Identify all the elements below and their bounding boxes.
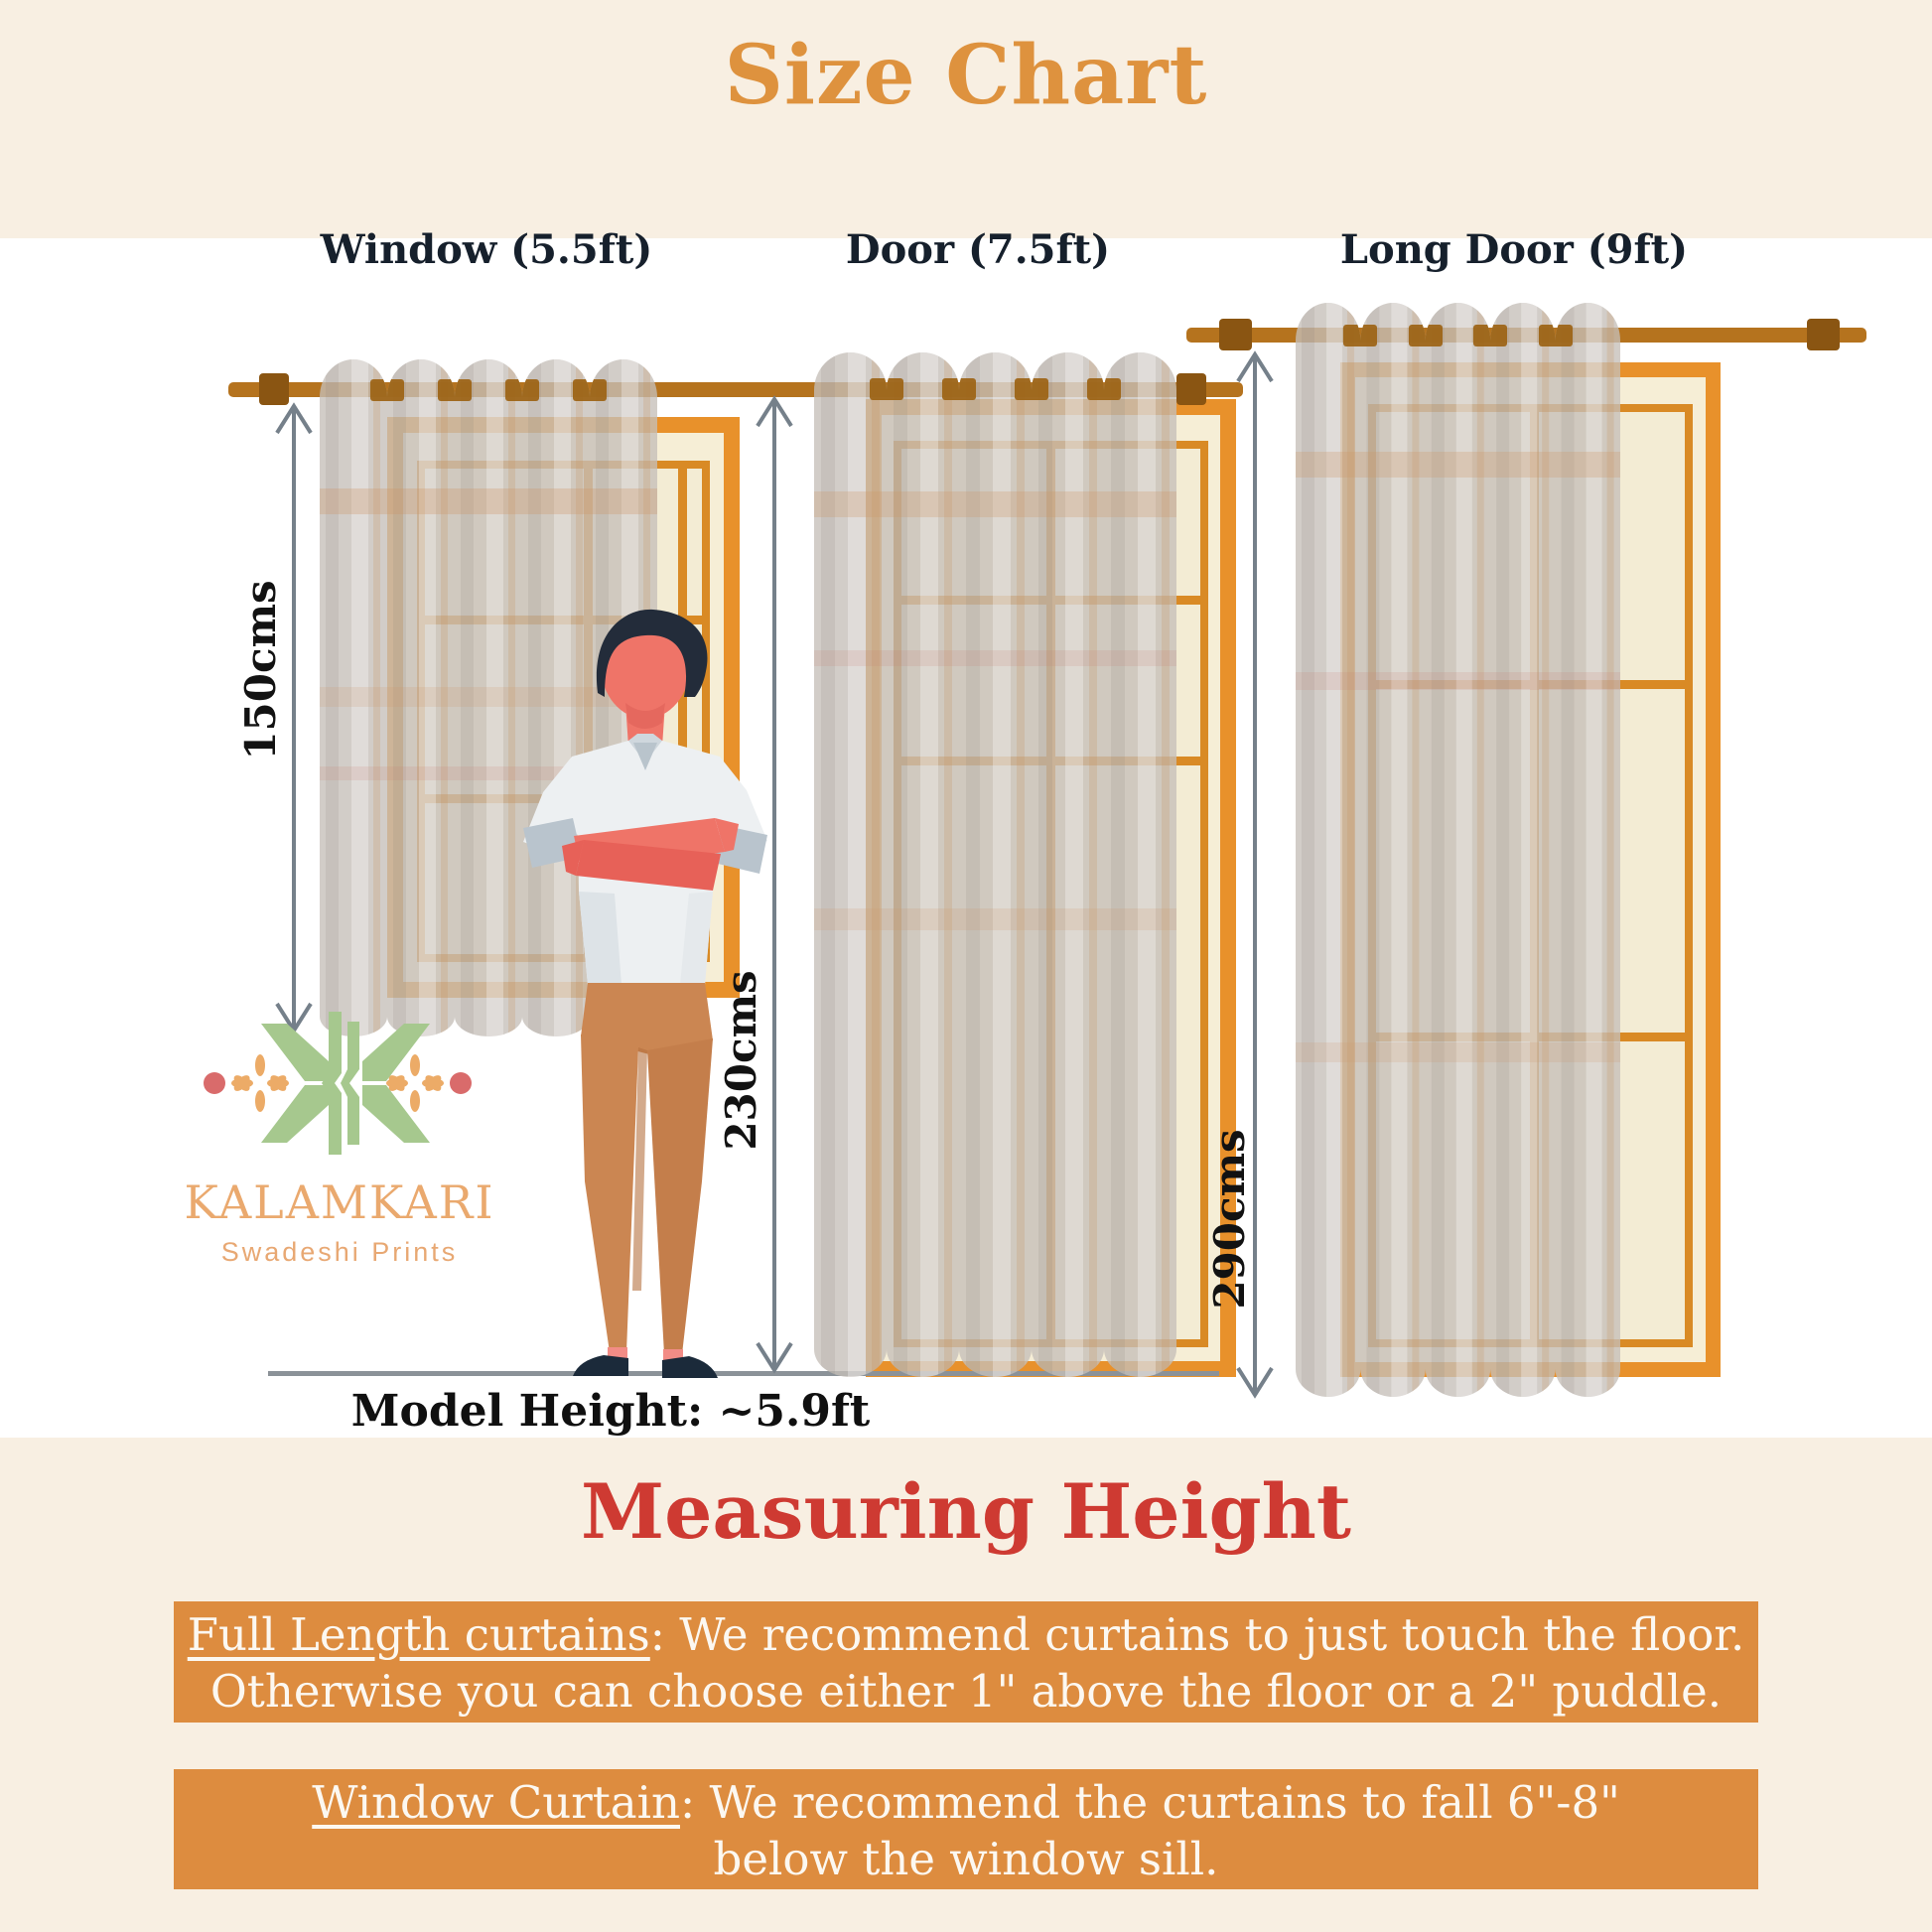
model-leg-right [647,1038,713,1354]
long-rod-bracket-right [1807,319,1840,350]
logo-dot-right [450,1072,472,1094]
logo-tagline-text: Swadeshi Prints [220,1237,459,1267]
long-door-curtain [1296,303,1620,1397]
model-leg-left [581,1035,638,1352]
note-full-length-lead: Full Length curtains [187,1608,650,1661]
measurement-long-door: 290cms [1205,1129,1254,1310]
model-shoe-right [662,1356,718,1378]
label-window: Window (5.5ft) [320,226,653,273]
model-shirt-shade-left [579,892,621,985]
logo-brand-text: KALAMKARI [184,1175,495,1229]
note-window-curtain [174,1769,1758,1889]
note-window-curtain-lead: Window Curtain [312,1776,680,1829]
logo-petals-left [231,1054,289,1112]
note-full-length [174,1601,1758,1723]
page-title: Size Chart [724,28,1208,123]
note-full-length-line2: Otherwise you can choose either 1" above the floor or a 2" puddle. [209,1665,1723,1718]
measurement-door: 230cms [717,970,765,1151]
note-full-length-rest: : We recommend curtains to just touch the floor. [649,1608,1745,1661]
label-door: Door (7.5ft) [845,226,1111,273]
model-height-caption: Model Height: ~5.9ft [350,1386,871,1437]
logo-dot-left [204,1072,225,1094]
note-full-length-line1 [174,1606,1758,1663]
rod-bracket-right [1176,373,1206,405]
door-curtain [814,352,1176,1377]
measurement-window: 150cms [236,580,285,760]
section-title: Measuring Height [580,1467,1352,1556]
note-window-curtain-rest: : We recommend the curtains to fall 6"-8" [680,1776,1620,1829]
note-window-curtain-line1 [174,1774,1758,1831]
note-window-curtain-line2: below the window sill. [713,1833,1219,1885]
model-shoe-left [573,1355,628,1376]
label-long-door: Long Door (9ft) [1339,226,1689,273]
kalamkari-logo-icon [204,998,472,1167]
